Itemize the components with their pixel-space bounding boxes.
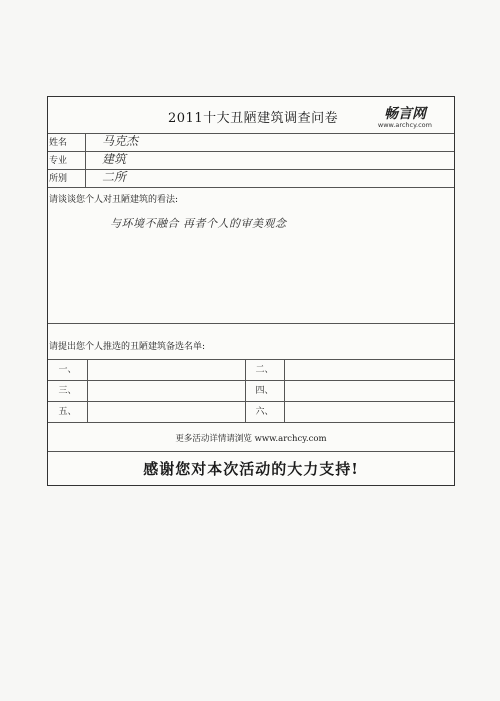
nominee-4-label: 四、 [245, 381, 285, 401]
major-value[interactable]: 建筑 [102, 152, 127, 166]
nominee-prompt: 请提出您个人推选的丑陋建筑备选名单: [49, 342, 206, 352]
questionnaire-form [47, 96, 455, 486]
opinion-section [48, 188, 454, 324]
nominee-6-label: 六、 [245, 402, 285, 422]
footer-link-text: 更多活动详情请浏览 www.archcy.com [175, 434, 327, 444]
nominee-5-label: 五、 [48, 402, 88, 422]
logo-text: 畅言网 [383, 106, 426, 122]
nominee-1-label: 一、 [48, 360, 88, 380]
logo-url: www.archcy.com [377, 121, 432, 129]
opinion-answer[interactable]: 与环境不融合 再者个人的审美观念 [110, 217, 287, 230]
nominee-3-label: 三、 [48, 381, 88, 401]
thanks-row [48, 452, 454, 487]
nominee-2-label: 二、 [245, 360, 285, 380]
field-label-major: 专业 [48, 152, 86, 169]
opinion-prompt: 请谈谈您个人对丑陋建筑的看法: [49, 195, 179, 205]
archcy-logo [378, 103, 432, 129]
footer-row [48, 423, 454, 452]
nominee-section-header [48, 324, 454, 360]
nominee-row [48, 402, 454, 423]
form-header [48, 97, 454, 134]
nominee-row [48, 381, 454, 402]
thanks-message: 感谢您对本次活动的大力支持! [143, 460, 359, 478]
form-title: 2011十大丑陋建筑调查问卷 [168, 111, 339, 126]
field-label-institute: 所别 [48, 170, 86, 187]
name-value[interactable]: 马克杰 [102, 134, 139, 148]
field-label-name: 姓名 [48, 134, 86, 151]
institute-value[interactable]: 二所 [102, 170, 127, 184]
nominee-row [48, 360, 454, 381]
field-institute [48, 170, 454, 188]
